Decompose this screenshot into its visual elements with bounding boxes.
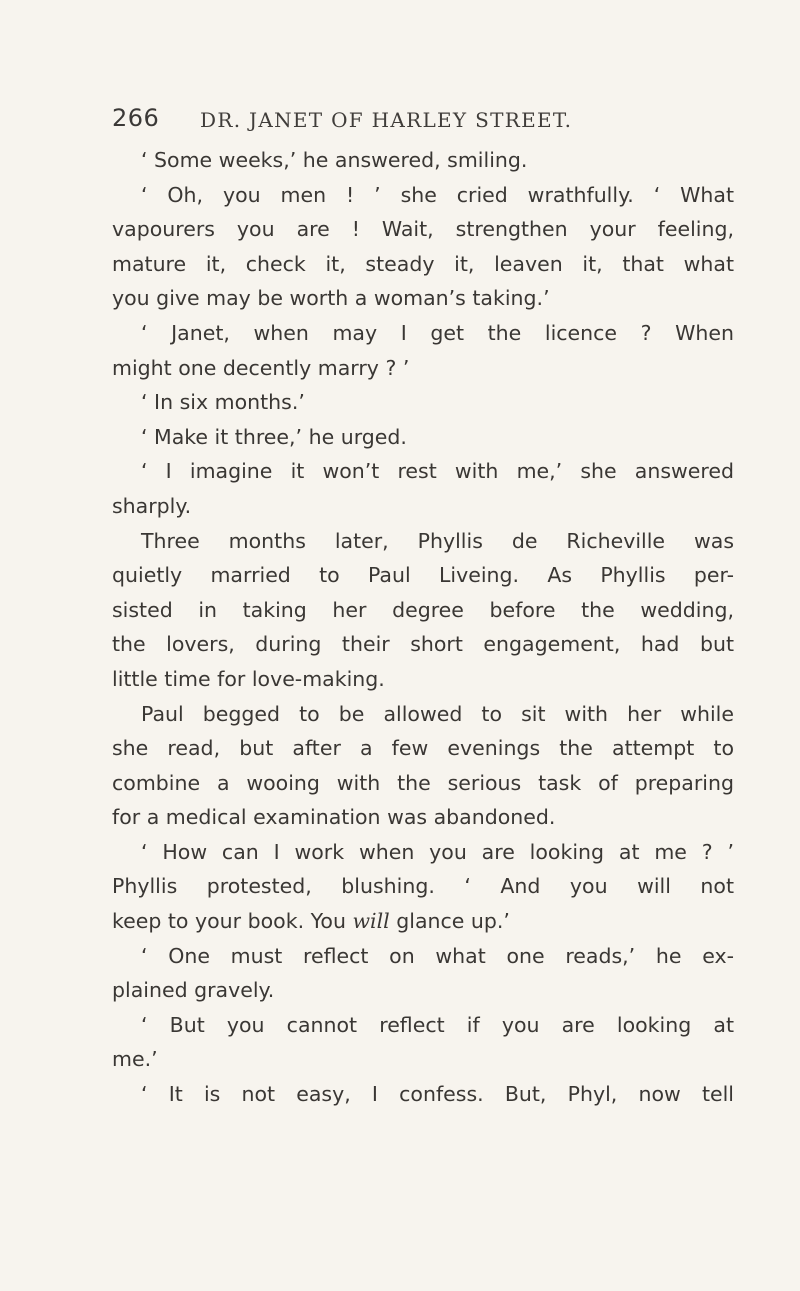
text-line: ‘ It is not easy, I confess. But, Phyl, now tell	[141, 1082, 734, 1107]
text-segment: keep to your book. You	[112, 909, 346, 934]
text-line	[112, 904, 734, 939]
text-line: quietly married to Paul Liveing. As Phyllis per-	[112, 563, 734, 588]
text-line: plained gravely.	[112, 978, 275, 1003]
text-line: combine a wooing with the serious task of preparing	[112, 770, 734, 795]
text-line: vapourers you are ! Wait, strengthen your feeling,	[112, 217, 734, 242]
text-line: ‘ Make it three,’ he urged.	[141, 424, 407, 449]
text-line: might one decently marry ? ’	[112, 355, 410, 380]
text-line: ‘ In six months.’	[141, 390, 305, 415]
text-line: ‘ Oh, you men ! ’ she cried wrathfully. ‘ What	[141, 182, 734, 207]
text-line: ‘ Some weeks,’ he answered, smiling.	[141, 148, 528, 172]
text-line: Three months later, Phyllis de Richeville was	[141, 528, 734, 553]
text-line: sisted in taking her degree before the wedding,	[112, 597, 734, 622]
emphasis-text: will	[352, 909, 390, 934]
text-line: Paul begged to be allowed to sit with her while	[141, 701, 734, 726]
page-number: 266	[112, 104, 160, 132]
body-text	[112, 143, 734, 1112]
text-line: ‘ I imagine it won’t rest with me,’ she answered	[141, 459, 734, 484]
text-line: you give may be worth a woman’s taking.’	[112, 286, 550, 311]
text-line: ‘ How can I work when you are looking at me ? ’	[141, 839, 734, 864]
text-line: ‘ One must reflect on what one reads,’ he ex-	[141, 943, 734, 968]
text-line: the lovers, during their short engagement, had but	[112, 632, 734, 657]
text-line: me.’	[112, 1047, 158, 1072]
running-head: DR. JANET OF HARLEY STREET.	[200, 108, 573, 132]
page-header	[112, 104, 732, 136]
text-line: Phyllis protested, blushing. ‘ And you will not	[112, 874, 734, 899]
text-line: for a medical examination was abandoned.	[112, 805, 556, 830]
text-line: ‘ Janet, when may I get the licence ? When	[141, 320, 734, 345]
text-line: mature it, check it, steady it, leaven it, that what	[112, 251, 734, 276]
text-line: little time for love-making.	[112, 666, 385, 691]
text-line: sharply.	[112, 493, 192, 518]
text-segment: glance up.’	[396, 909, 510, 934]
text-line: she read, but after a few evenings the attempt to	[112, 736, 734, 761]
text-line: ‘ But you cannot reflect if you are looking at	[141, 1012, 734, 1037]
